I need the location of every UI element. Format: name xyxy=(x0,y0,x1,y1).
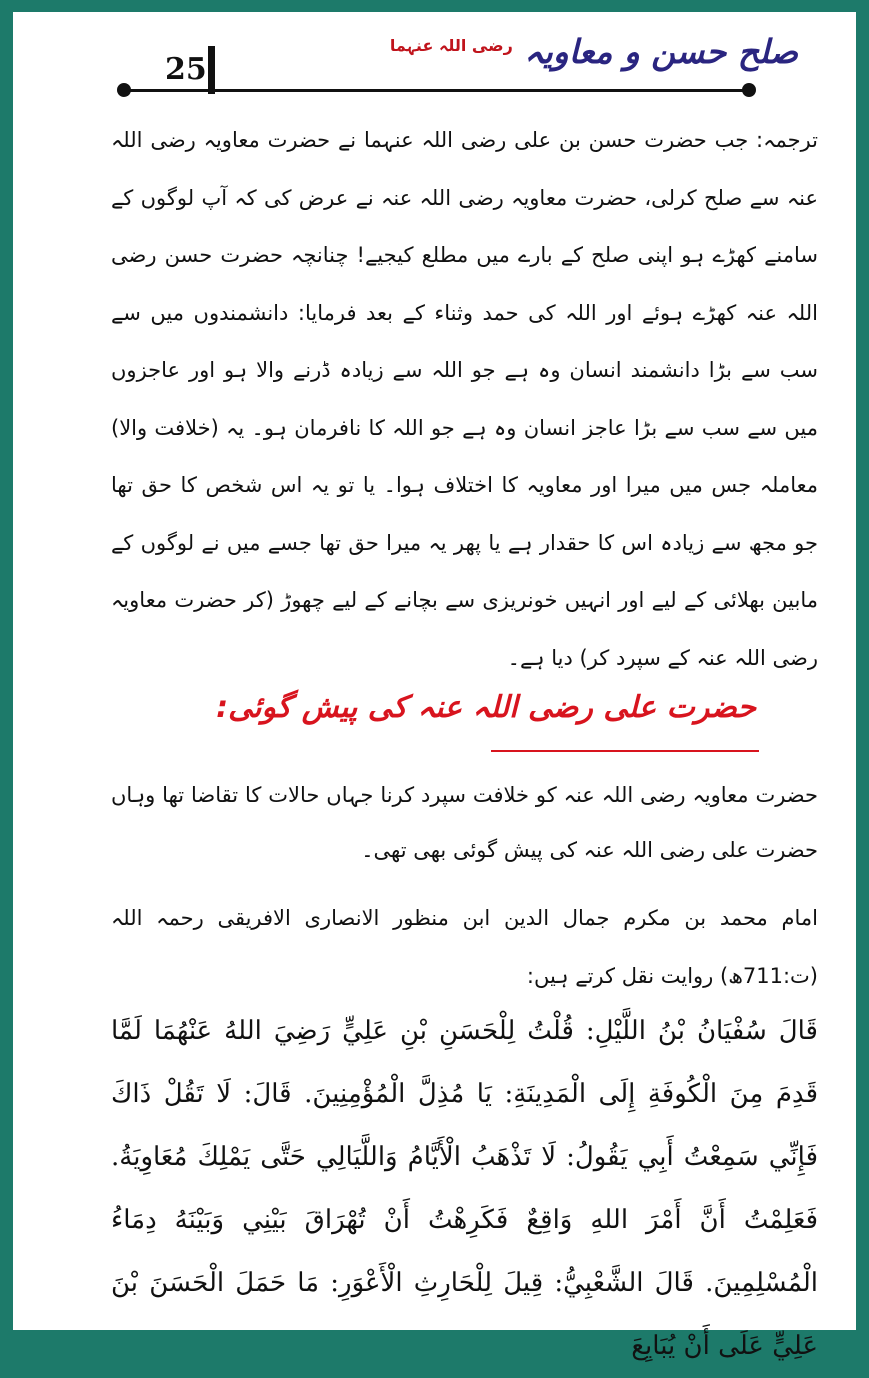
intro-paragraph: حضرت معاویہ رضی اللہ عنہ کو خلافت سپرد کرنا جہاں حالات کا تقاضا تھا وہاں حضرت علی رضی اللہ عنہ کی پیش گوئی بھی تھی۔ xyxy=(111,783,818,862)
citation-paragraph: امام محمد بن مکرم جمال الدین ابن منظور الانصاری الافریقی رحمہ اللہ (ت:711ھ) روایت نقل کرتے ہیں: xyxy=(111,906,818,988)
section-heading: حضرت علی رضی اللہ عنہ کی پیش گوئی: xyxy=(216,690,756,725)
header-rule-dot-right xyxy=(742,83,756,97)
header-rule xyxy=(123,89,753,92)
arabic-quote: قَالَ سُفْيَانُ بْنُ اللَّيْلِ: قُلْتُ لِلْحَسَنِ بْنِ عَلِيٍّ رَضِيَ اللهُ عَنْهُمَا لَمَّا قَدِمَ مِنَ الْكُوفَةِ إِلَى الْمَدِينَةِ: يَا مُذِلَّ الْمُؤْمِنِينَ. قَالَ: لَا تَقُلْ ذَاكَ فَإِنِّي سَمِعْتُ أَبِي يَقُولُ: لَا تَذْهَبُ الْأَيَّامُ وَاللَّيَالِي حَتَّى يَمْلِكَ مُعَاوِيَةُ. فَعَلِمْتُ أَنَّ أَمْرَ اللهِ وَاقِعٌ فَكَرِهْتُ أَنْ تُهْرَاقَ بَيْنِي وَبَيْنَهُ دِمَاءُ الْمُسْلِمِينَ. قَالَ الشَّعْبِيُّ: قِيلَ لِلْحَارِثِ الْأَعْوَرِ: مَا حَمَلَ الْحَسَنَ بْنَ عَلِيٍّ عَلَى أَنْ يُبَايِعَ xyxy=(111,1016,818,1361)
translation-paragraph: ترجمہ: جب حضرت حسن بن علی رضی اللہ عنہما نے حضرت معاویہ رضی اللہ عنہ سے صلح کرلی، حضرت معاویہ رضی اللہ عنہ نے عرض کی کہ آپ لوگوں کے سامنے کھڑے ہو اپنی صلح کے بارے میں مطلع کیجیے! چنانچہ حضرت حسن رضی اللہ عنہ کھڑے ہوئے اور اللہ کی حمد وثناء کے بعد فرمایا: دانشمندوں میں سے سب سے بڑا دانشمند انسان وہ ہے جو اللہ سے زیادہ ڈرنے والا ہو اور عاجزوں میں سے سب سے بڑا عاجز انسان وہ ہے جو اللہ کا نافرمان ہو۔ یہ (خلافت والا) معاملہ جس میں میرا اور معاویہ کا اختلاف ہوا۔ یا تو یہ اس شخص کا حق تھا جو مجھ سے زیادہ اس کا حقدار ہے یا پھر یہ میرا حق تھا جسے میں نے لوگوں کے مابین بھلائی کے لیے اور انہیں خونریزی سے بچانے کے لیے چھوڑ (کر حضرت معاویہ رضی اللہ عنہ کے سپرد کر) دیا ہے۔ xyxy=(111,128,818,670)
book-page xyxy=(13,12,856,1361)
running-title-text: صلح حسن و معاویہ xyxy=(524,32,798,71)
honorific-mark: رضی اللہ عنہما xyxy=(389,36,513,55)
page-header xyxy=(13,12,856,112)
section-heading-underline xyxy=(491,750,759,752)
page-number: 25 xyxy=(165,52,207,87)
header-divider-bar xyxy=(208,46,215,94)
header-rule-dot-left xyxy=(117,83,131,97)
running-title xyxy=(390,32,798,71)
